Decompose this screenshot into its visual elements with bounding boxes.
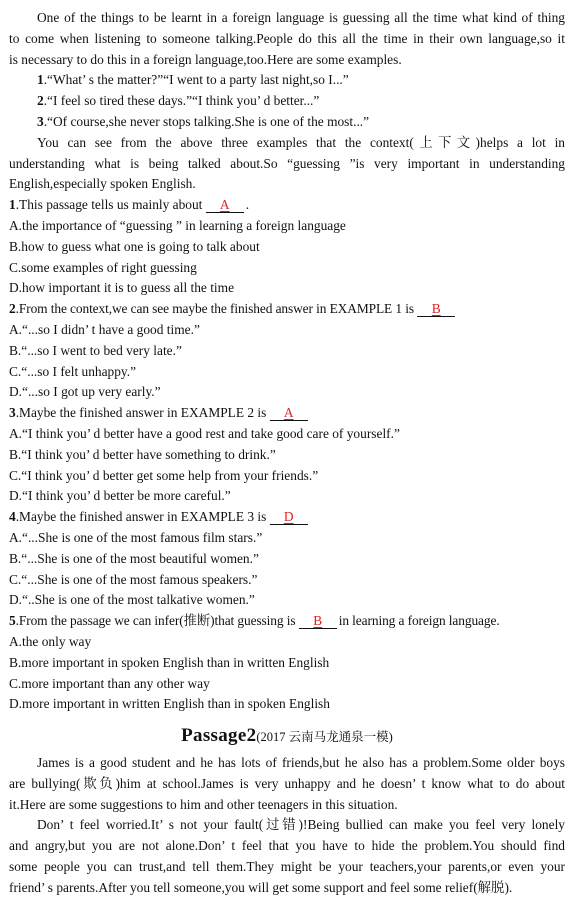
answer-blank: B — [417, 302, 455, 317]
stem-text: . — [245, 197, 250, 213]
question-number: 5 — [9, 613, 16, 629]
option-d: D.“I think you’ d better be more careful.” — [9, 488, 231, 504]
stem-text: .This passage tells us mainly about — [15, 197, 206, 213]
option-d: D.how important it is to guess all the time — [9, 280, 235, 296]
passage2-line: and angry,but you are not alone.Don’ t feel that you have to hide the problem.You should find — [9, 838, 565, 854]
example-text: .“I feel so tired these days.”“I think you’ d better...” — [43, 93, 320, 109]
option-a: A.“...so I didn’ t have a good time.” — [9, 321, 200, 337]
passage1-line: is necessary to do this in a foreign language,too.Here are some examples. — [9, 51, 402, 67]
answer-blank: D — [270, 510, 308, 525]
document-page — [9, 8, 565, 899]
question-1 — [9, 195, 565, 299]
passage1-line: understanding what is being talked about.So “guessing ”is very important in understanding — [9, 155, 565, 171]
answer-blank: B — [299, 614, 337, 629]
passage1-line: English,especially spoken English. — [9, 176, 196, 192]
option-c: C.some examples of right guessing — [9, 259, 197, 275]
question-number: 2 — [9, 301, 16, 317]
answer-blank: A — [206, 198, 244, 213]
question-stem — [9, 507, 565, 528]
option-b: B.more important in spoken English than in written English — [9, 654, 330, 670]
question-5 — [9, 611, 565, 715]
example-number: 1 — [37, 72, 44, 88]
example-2 — [9, 91, 565, 112]
question-stem — [9, 299, 565, 320]
question-stem — [9, 195, 565, 216]
option-a: A.the importance of “guessing ” in learning a foreign language — [9, 217, 346, 233]
option-b: B.how to guess what one is going to talk about — [9, 238, 260, 254]
question-stem — [9, 403, 565, 424]
example-1 — [9, 70, 565, 91]
question-number: 1 — [9, 197, 16, 213]
option-d: D.more important in written English than in spoken English — [9, 696, 330, 712]
question-number: 4 — [9, 509, 16, 525]
passage2-line: some people you can trust,and tell them.They might be your teachers,your parents,or even your — [9, 859, 565, 875]
example-3 — [9, 112, 565, 133]
option-b: B.“...She is one of the most beautiful women.” — [9, 550, 259, 566]
stem-text: .From the passage we can infer(推断)that guessing is — [15, 613, 299, 629]
passage2-heading — [9, 721, 565, 751]
example-text: .“What’ s the matter?”“I went to a party last night,so I...” — [43, 72, 349, 88]
question-2 — [9, 299, 565, 403]
passage2-source: (2017 云南马龙通泉一模) — [256, 730, 393, 745]
option-c: C.“I think you’ d better get some help from your friends.” — [9, 467, 319, 483]
passage2-paragraph-1 — [9, 753, 565, 815]
passage1-line: You can see from the above three examples that the context(上下文)helps a lot in — [37, 134, 565, 150]
question-number: 3 — [9, 405, 16, 421]
passage2-line: are bullying(欺负)him at school.James is very unhappy and he doesn’ t know what to do about — [9, 775, 565, 791]
question-stem — [9, 611, 565, 632]
option-a: A.“...She is one of the most famous film stars.” — [9, 529, 263, 545]
passage2-line: friend’ s parents.After you tell someone,you will get some support and feel some relief(解脱). — [9, 879, 513, 895]
option-d: D.“...so I got up very early.” — [9, 384, 161, 400]
example-number: 3 — [37, 113, 44, 129]
stem-text: .Maybe the finished answer in EXAMPLE 3 is — [15, 509, 270, 525]
option-a: A.“I think you’ d better have a good rest and take good care of yourself.” — [9, 425, 400, 441]
example-number: 2 — [37, 93, 44, 109]
option-c: C.more important than any other way — [9, 675, 210, 691]
stem-text: in learning a foreign language. — [338, 613, 500, 629]
stem-text: .From the context,we can see maybe the finished answer in EXAMPLE 1 is — [15, 301, 418, 317]
option-c: C.“...She is one of the most famous speakers.” — [9, 571, 258, 587]
example-text: .“Of course,she never stops talking.She is one of the most...” — [43, 113, 370, 129]
passage2-title: Passage2 — [181, 725, 257, 747]
option-b: B.“...so I went to bed very late.” — [9, 342, 182, 358]
passage2-line: it.Here are some suggestions to him and other teenagers in this situation. — [9, 796, 398, 812]
passage1 — [9, 8, 565, 195]
passage2-line: James is a good student and he has lots of friends,but he also has a problem.Some older boys — [37, 755, 565, 771]
option-c: C.“...so I felt unhappy.” — [9, 363, 137, 379]
question-3 — [9, 403, 565, 507]
passage2-line: Don’ t feel worried.It’ s not your fault(过错)!Being bullied can make you feel very lonely — [37, 817, 565, 833]
stem-text: .Maybe the finished answer in EXAMPLE 2 is — [15, 405, 270, 421]
option-d: D.“..She is one of the most talkative women.” — [9, 592, 255, 608]
passage1-line: One of the things to be learnt in a foreign language is guessing all the time what kind of thing — [37, 10, 565, 25]
question-4 — [9, 507, 565, 611]
option-a: A.the only way — [9, 633, 92, 649]
option-b: B.“I think you’ d better have something to drink.” — [9, 446, 276, 462]
passage2-paragraph-2 — [9, 815, 565, 898]
passage1-line: to come when listening to someone talking.People do this all the time in their own language,so it — [9, 30, 565, 46]
answer-blank: A — [270, 406, 308, 421]
